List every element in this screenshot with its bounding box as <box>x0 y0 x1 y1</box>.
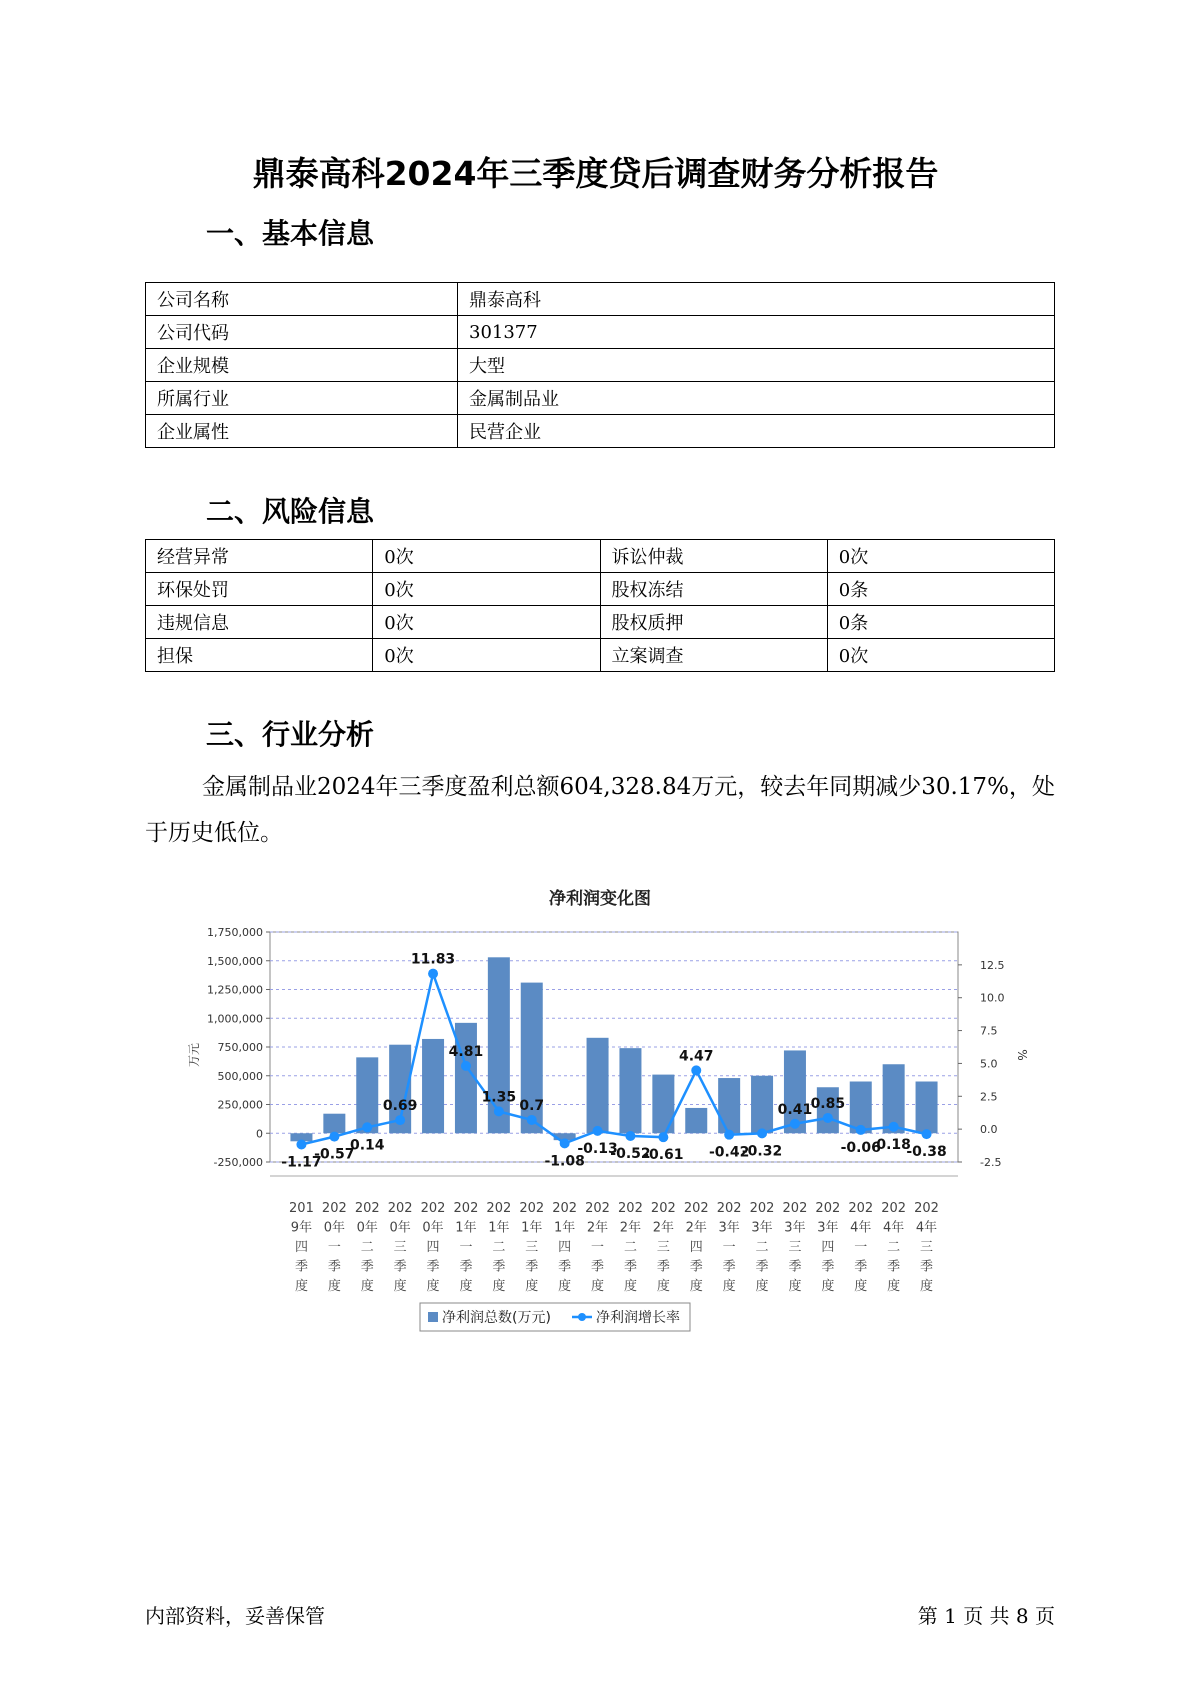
y2-tick-label: 12.5 <box>980 958 1005 972</box>
basic-info-table <box>145 282 1055 448</box>
x-tick-label: 度 <box>689 1279 703 1294</box>
risk-info-label: 违规信息 <box>146 606 373 639</box>
growth-point <box>560 1138 570 1148</box>
growth-label: -0.61 <box>643 1147 684 1164</box>
x-tick-label: 3年 <box>718 1220 740 1236</box>
x-tick-label: 季 <box>393 1259 407 1275</box>
x-tick-label: 四 <box>558 1240 572 1255</box>
x-tick-label: 202 <box>914 1201 939 1216</box>
risk-info-label: 立案调查 <box>600 639 827 672</box>
risk-info-value: 0次 <box>373 540 600 573</box>
x-tick-label: 202 <box>387 1201 413 1216</box>
basic-info-label: 公司代码 <box>146 316 458 349</box>
growth-label: -1.17 <box>281 1154 322 1171</box>
x-tick-label: 0年 <box>356 1220 378 1236</box>
growth-point <box>461 1061 471 1071</box>
x-tick-label: 度 <box>755 1279 769 1294</box>
x-tick-label: 202 <box>650 1201 676 1216</box>
risk-info-value: 0条 <box>827 573 1054 606</box>
x-tick-label: 1年 <box>521 1220 543 1236</box>
x-tick-label: 202 <box>321 1201 347 1216</box>
x-tick-label: 四 <box>294 1240 308 1255</box>
x-tick-label: 201 <box>289 1201 314 1216</box>
y2-tick-label: 10.0 <box>980 991 1005 1005</box>
growth-label: -0.06 <box>840 1139 881 1156</box>
y-tick-label: 1,250,000 <box>207 983 263 997</box>
growth-label: -0.52 <box>610 1145 651 1162</box>
y-tick-label: 1,750,000 <box>207 926 263 939</box>
x-tick-label: 季 <box>722 1259 736 1275</box>
net-profit-chart <box>180 880 1029 1340</box>
x-tick-label: 202 <box>618 1201 643 1216</box>
x-tick-label: 度 <box>788 1279 802 1294</box>
x-tick-label: 3年 <box>817 1220 839 1236</box>
y2-axis-label: % <box>1015 1049 1029 1061</box>
growth-point <box>658 1132 668 1142</box>
x-tick-label: 四 <box>689 1240 703 1255</box>
x-tick-label: 二 <box>755 1240 769 1255</box>
risk-info-value: 0条 <box>827 606 1054 639</box>
y2-tick-label: -2.5 <box>980 1156 1002 1169</box>
basic-info-value: 鼎泰高科 <box>458 283 1055 316</box>
x-tick-label: 度 <box>525 1279 539 1294</box>
x-tick-label: 季 <box>525 1259 539 1275</box>
y2-tick-label: 2.5 <box>980 1090 998 1104</box>
x-tick-label: 202 <box>552 1201 578 1216</box>
x-tick-label: 二 <box>492 1240 506 1255</box>
x-tick-label: 度 <box>426 1279 440 1294</box>
x-tick-label: 1年 <box>554 1220 576 1236</box>
growth-label: 4.81 <box>448 1043 484 1060</box>
growth-point <box>790 1119 800 1129</box>
x-tick-label: 季 <box>689 1259 703 1275</box>
x-tick-label: 0年 <box>389 1220 411 1236</box>
x-tick-label: 季 <box>492 1259 506 1275</box>
risk-info-row <box>146 639 1055 672</box>
y-tick-label: 250,000 <box>217 1098 263 1112</box>
y-axis-label: 万元 <box>187 1042 201 1068</box>
basic-info-value: 民营企业 <box>458 415 1055 448</box>
risk-info-row <box>146 573 1055 606</box>
growth-point <box>757 1128 767 1138</box>
basic-info-row <box>146 349 1055 382</box>
basic-info-row <box>146 316 1055 349</box>
growth-point <box>362 1122 372 1132</box>
x-tick-label: 一 <box>459 1240 473 1255</box>
risk-info-label: 诉讼仲裁 <box>600 540 827 573</box>
x-tick-label: 202 <box>420 1201 446 1216</box>
x-tick-label: 季 <box>887 1259 901 1275</box>
growth-point <box>494 1106 504 1116</box>
x-tick-label: 4年 <box>883 1220 905 1236</box>
x-tick-label: 202 <box>585 1201 610 1216</box>
growth-point <box>922 1129 932 1139</box>
x-tick-label: 一 <box>591 1240 605 1255</box>
x-tick-label: 度 <box>722 1279 736 1294</box>
x-tick-label: 度 <box>821 1279 835 1294</box>
growth-label: 0.14 <box>349 1137 385 1154</box>
x-tick-label: 二 <box>623 1240 637 1255</box>
y-tick-label: 750,000 <box>217 1041 263 1054</box>
x-tick-label: 季 <box>623 1259 637 1275</box>
growth-label: 0.18 <box>876 1136 911 1153</box>
x-tick-label: 度 <box>294 1279 308 1294</box>
section-risk-heading: 二、风险信息 <box>206 495 375 528</box>
basic-info-value: 大型 <box>458 349 1055 382</box>
x-tick-label: 季 <box>821 1259 835 1275</box>
x-tick-label: 三 <box>920 1240 934 1255</box>
growth-label: -0.42 <box>708 1144 750 1161</box>
chart-title: 净利润变化图 <box>549 889 651 909</box>
growth-label: -0.57 <box>314 1146 355 1163</box>
bar <box>751 1076 773 1134</box>
x-tick-label: 度 <box>854 1279 868 1294</box>
risk-info-value: 0次 <box>373 573 600 606</box>
growth-point <box>856 1125 866 1135</box>
basic-info-row <box>146 382 1055 415</box>
x-tick-label: 度 <box>920 1279 934 1294</box>
basic-info-label: 企业属性 <box>146 415 458 448</box>
growth-point <box>329 1132 339 1142</box>
x-tick-label: 季 <box>755 1259 769 1275</box>
x-tick-label: 度 <box>327 1279 341 1294</box>
x-tick-label: 季 <box>788 1259 802 1275</box>
x-tick-label: 一 <box>327 1240 341 1255</box>
x-tick-label: 季 <box>920 1259 934 1275</box>
y-tick-label: 0 <box>256 1127 263 1141</box>
x-tick-label: 季 <box>656 1259 670 1275</box>
x-tick-label: 度 <box>492 1279 506 1294</box>
x-tick-label: 0年 <box>323 1220 345 1236</box>
report-title: 鼎泰高科2024年三季度贷后调查财务分析报告 <box>252 154 939 193</box>
risk-info-row <box>146 540 1055 573</box>
x-tick-label: 三 <box>788 1240 802 1255</box>
x-tick-label: 一 <box>854 1240 868 1255</box>
basic-info-label: 公司名称 <box>146 283 458 316</box>
growth-label: 4.47 <box>678 1048 714 1065</box>
growth-label: -0.38 <box>906 1144 947 1161</box>
bar <box>323 1114 345 1134</box>
x-tick-label: 季 <box>360 1259 374 1275</box>
legend-bar-label: 净利润总数(万元) <box>442 1310 551 1326</box>
x-tick-label: 0年 <box>422 1220 444 1236</box>
x-tick-label: 202 <box>683 1201 709 1216</box>
x-tick-label: 2年 <box>652 1220 674 1236</box>
y2-tick-label: 5.0 <box>980 1057 998 1071</box>
x-tick-label: 季 <box>294 1259 308 1275</box>
x-tick-label: 三 <box>656 1240 670 1255</box>
bar <box>619 1048 641 1133</box>
basic-info-value: 金属制品业 <box>458 382 1055 415</box>
growth-point <box>593 1126 603 1136</box>
x-tick-label: 2年 <box>685 1220 707 1236</box>
x-tick-label: 季 <box>327 1259 341 1275</box>
bar <box>916 1082 938 1134</box>
legend-line-marker <box>578 1313 586 1321</box>
x-tick-label: 202 <box>453 1201 479 1216</box>
x-tick-label: 度 <box>887 1279 901 1294</box>
growth-label: 0.41 <box>777 1101 813 1118</box>
x-tick-label: 1年 <box>455 1220 477 1236</box>
x-tick-label: 二 <box>887 1240 901 1255</box>
bar <box>685 1108 707 1133</box>
x-tick-label: 度 <box>360 1279 374 1294</box>
y-tick-label: -250,000 <box>213 1156 263 1169</box>
risk-info-table <box>145 539 1055 672</box>
footer-confidential: 内部资料，妥善保管 <box>145 1604 325 1628</box>
section-industry-heading: 三、行业分析 <box>206 718 375 751</box>
x-tick-label: 3年 <box>784 1220 806 1236</box>
x-tick-label: 202 <box>749 1201 775 1216</box>
growth-label: 11.83 <box>410 951 456 968</box>
risk-info-value: 0次 <box>827 540 1054 573</box>
growth-label: 0.7 <box>519 1097 545 1114</box>
x-tick-label: 度 <box>558 1279 572 1294</box>
x-tick-label: 季 <box>459 1259 473 1275</box>
x-tick-label: 2年 <box>586 1220 609 1236</box>
x-tick-label: 4年 <box>915 1220 938 1236</box>
growth-label: -1.08 <box>544 1153 585 1170</box>
x-tick-label: 202 <box>881 1201 907 1216</box>
growth-point <box>395 1115 405 1125</box>
x-tick-label: 202 <box>848 1201 874 1216</box>
bar <box>587 1038 609 1133</box>
bar <box>422 1039 444 1133</box>
basic-info-row <box>146 415 1055 448</box>
growth-point <box>724 1130 734 1140</box>
x-tick-label: 202 <box>354 1201 380 1216</box>
risk-info-value: 0次 <box>373 606 600 639</box>
x-tick-label: 一 <box>722 1240 736 1255</box>
growth-label: 1.35 <box>481 1089 517 1106</box>
x-tick-label: 202 <box>519 1201 545 1216</box>
x-tick-label: 三 <box>393 1240 407 1255</box>
growth-label: 0.69 <box>382 1098 418 1115</box>
x-tick-label: 三 <box>525 1240 539 1255</box>
x-tick-label: 季 <box>854 1259 868 1275</box>
y-tick-label: 1,500,000 <box>207 954 263 968</box>
bar <box>356 1057 378 1133</box>
growth-point <box>889 1122 899 1132</box>
x-tick-label: 202 <box>815 1201 841 1216</box>
section-basic-heading: 一、基本信息 <box>206 217 375 250</box>
x-tick-label: 度 <box>393 1279 407 1294</box>
risk-info-label: 环保处罚 <box>146 573 373 606</box>
legend-line-label: 净利润增长率 <box>596 1310 680 1326</box>
x-tick-label: 9年 <box>290 1220 313 1236</box>
risk-info-row <box>146 606 1055 639</box>
growth-label: -0.13 <box>577 1140 618 1157</box>
bar <box>718 1078 740 1133</box>
x-tick-label: 度 <box>591 1279 605 1294</box>
x-tick-label: 202 <box>782 1201 808 1216</box>
footer-page-number: 第 1 页 共 8 页 <box>917 1604 1055 1628</box>
growth-point <box>823 1113 833 1123</box>
y-tick-label: 1,000,000 <box>207 1012 263 1026</box>
x-tick-label: 二 <box>360 1240 374 1255</box>
x-tick-label: 四 <box>821 1240 835 1255</box>
risk-info-label: 担保 <box>146 639 373 672</box>
x-tick-label: 2年 <box>619 1220 642 1236</box>
growth-point <box>527 1115 537 1125</box>
risk-info-value: 0次 <box>373 639 600 672</box>
x-tick-label: 季 <box>591 1259 605 1275</box>
x-tick-label: 度 <box>459 1279 473 1294</box>
x-tick-label: 1年 <box>488 1220 510 1236</box>
x-tick-label: 度 <box>623 1279 637 1294</box>
y2-tick-label: 0.0 <box>980 1123 998 1137</box>
basic-info-value: 301377 <box>458 316 1055 349</box>
risk-info-label: 股权质押 <box>600 606 827 639</box>
y2-tick-label: 7.5 <box>980 1024 998 1038</box>
basic-info-label: 所属行业 <box>146 382 458 415</box>
growth-point <box>691 1065 701 1075</box>
x-tick-label: 度 <box>656 1279 670 1294</box>
x-tick-label: 季 <box>426 1259 440 1275</box>
x-tick-label: 202 <box>716 1201 742 1216</box>
risk-info-value: 0次 <box>827 639 1054 672</box>
legend-bar-swatch <box>428 1312 438 1322</box>
x-tick-label: 季 <box>558 1259 572 1275</box>
x-tick-label: 四 <box>426 1240 440 1255</box>
growth-point <box>625 1131 635 1141</box>
growth-label: 0.85 <box>810 1095 846 1112</box>
risk-info-label: 股权冻结 <box>600 573 827 606</box>
growth-label: -0.32 <box>741 1143 783 1160</box>
bar <box>652 1075 674 1134</box>
x-tick-label: 4年 <box>850 1220 872 1236</box>
growth-point <box>296 1140 306 1150</box>
x-tick-label: 3年 <box>751 1220 773 1236</box>
basic-info-row <box>146 283 1055 316</box>
x-tick-label: 202 <box>486 1201 512 1216</box>
risk-info-label: 经营异常 <box>146 540 373 573</box>
y-tick-label: 500,000 <box>217 1069 263 1083</box>
basic-info-label: 企业规模 <box>146 349 458 382</box>
industry-paragraph: 金属制品业2024年三季度盈利总额604,328.84万元，较去年同期减少30.17%，处于历史低位。 <box>145 774 1055 846</box>
growth-point <box>428 969 438 979</box>
